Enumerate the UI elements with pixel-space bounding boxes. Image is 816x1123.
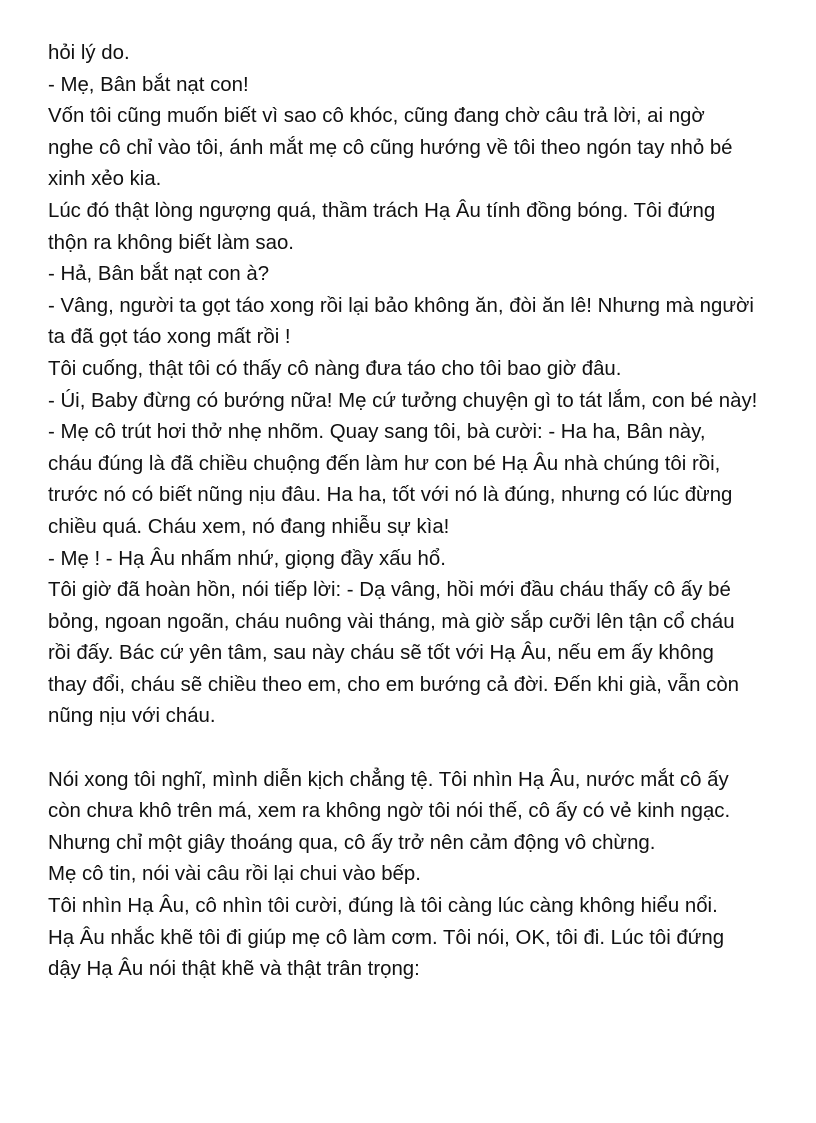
text-line: Lúc đó thật lòng ngượng quá, thầm trách Hạ Âu tính đồng bóng. Tôi đứng	[48, 199, 716, 222]
text-line: Vốn tôi cũng muốn biết vì sao cô khóc, cũng đang chờ câu trả lời, ai ngờ	[48, 105, 705, 128]
document-body	[48, 38, 788, 986]
text-line: còn chưa khô trên má, xem ra không ngờ tôi nói thế, cô ấy có vẻ kinh ngạc.	[48, 800, 731, 823]
text-line: thộn ra không biết làm sao.	[48, 231, 294, 254]
text-line: - Mẹ ! - Hạ Âu nhấm nhứ, giọng đầy xấu hổ.	[48, 547, 446, 570]
text-line: dậy Hạ Âu nói thật khẽ và thật trân trọng:	[48, 958, 420, 981]
text-line: Tôi nhìn Hạ Âu, cô nhìn tôi cười, đúng là tôi càng lúc càng không hiểu nổi.	[48, 895, 718, 918]
text-line: hỏi lý do.	[48, 42, 130, 64]
text-line: - Úi, Baby đừng có bướng nữa! Mẹ cứ tưởng chuyện gì to tát lắm, con bé này!	[48, 389, 758, 412]
paragraph-gap	[48, 733, 788, 765]
text-line: chiều quá. Cháu xem, nó đang nhiễu sự kìa!	[48, 515, 450, 538]
text-line: bỏng, ngoan ngoãn, cháu nuông vài tháng, mà giờ sắp cưỡi lên tận cổ cháu	[48, 610, 735, 633]
text-line: nghe cô chỉ vào tôi, ánh mắt mẹ cô cũng hướng về tôi theo ngón tay nhỏ bé	[48, 136, 733, 159]
text-line: Tôi giờ đã hoàn hồn, nói tiếp lời: - Dạ vâng, hồi mới đầu cháu thấy cô ấy bé	[48, 579, 731, 602]
text-line: - Vâng, người ta gọt táo xong rồi lại bảo không ăn, đòi ăn lê! Nhưng mà người	[48, 294, 754, 317]
text-line: Hạ Âu nhắc khẽ tôi đi giúp mẹ cô làm cơm. Tôi nói, OK, tôi đi. Lúc tôi đứng	[48, 926, 725, 949]
text-line: rồi đấy. Bác cứ yên tâm, sau này cháu sẽ tốt với Hạ Âu, nếu em ấy không	[48, 642, 714, 665]
text-line: ta đã gọt táo xong mất rồi !	[48, 326, 291, 349]
text-line: nũng nịu với cháu.	[48, 705, 216, 728]
text-line: trước nó có biết nũng nịu đâu. Ha ha, tốt với nó là đúng, nhưng có lúc đừng	[48, 484, 733, 507]
text-line: Nhưng chỉ một giây thoáng qua, cô ấy trở nên cảm động vô chừng.	[48, 831, 656, 854]
text-line: - Mẹ cô trút hơi thở nhẹ nhõm. Quay sang tôi, bà cười: - Ha ha, Bân này,	[48, 421, 706, 444]
text-line: Mẹ cô tin, nói vài câu rồi lại chui vào bếp.	[48, 863, 421, 886]
text-line: xinh xẻo kia.	[48, 168, 162, 191]
text-line: - Hả, Bân bắt nạt con à?	[48, 263, 270, 286]
text-line: Nói xong tôi nghĩ, mình diễn kịch chẳng tệ. Tôi nhìn Hạ Âu, nước mắt cô ấy	[48, 768, 729, 791]
text-line: thay đổi, cháu sẽ chiều theo em, cho em bướng cả đời. Đến khi già, vẫn còn	[48, 673, 740, 696]
text-line: cháu đúng là đã chiều chuộng đến làm hư con bé Hạ Âu nhà chúng tôi rồi,	[48, 452, 721, 475]
text-line: - Mẹ, Bân bắt nạt con!	[48, 73, 249, 96]
text-line: Tôi cuống, thật tôi có thấy cô nàng đưa táo cho tôi bao giờ đâu.	[48, 357, 622, 380]
